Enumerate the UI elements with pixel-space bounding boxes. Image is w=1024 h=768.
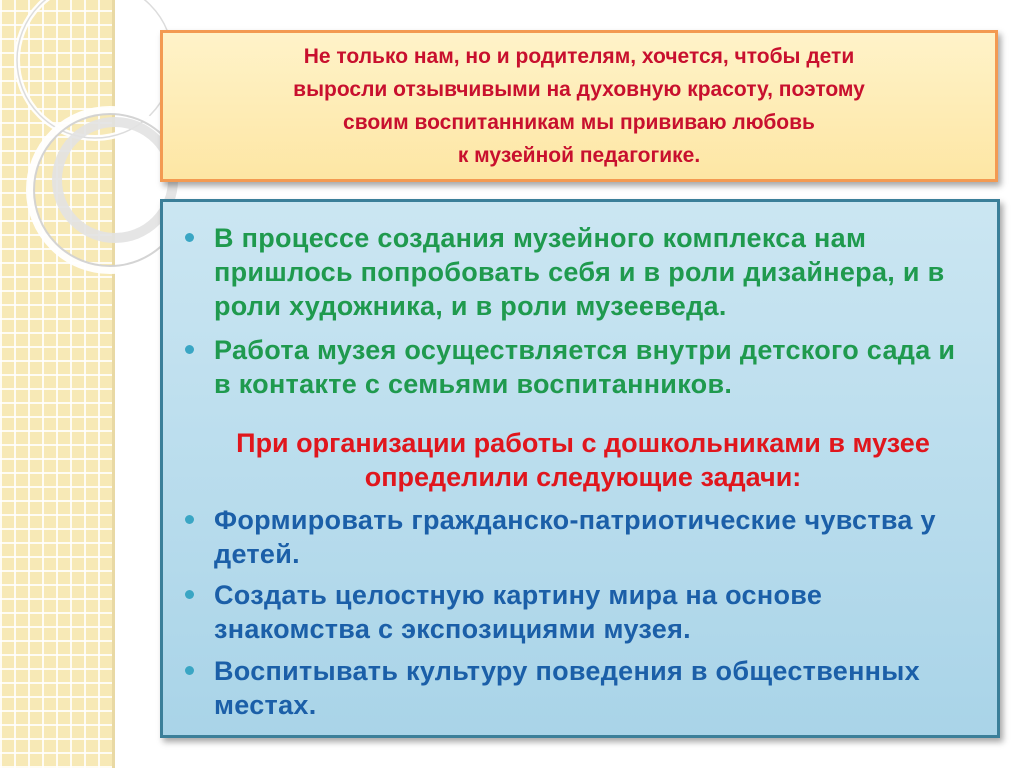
list-item xyxy=(185,333,975,401)
list-item xyxy=(185,503,975,571)
list-item xyxy=(185,221,975,323)
intro-text xyxy=(293,40,865,172)
bullet-dot xyxy=(185,666,194,675)
list-item xyxy=(185,578,975,646)
bullet-dot xyxy=(185,590,194,599)
list-item xyxy=(185,654,975,722)
main-content-box xyxy=(160,199,1000,738)
intro-callout xyxy=(160,30,998,182)
list-item-text: Воспитывать культуру поведения в общественных местах. xyxy=(214,656,920,720)
intro-line: своим воспитанникам мы прививаю любовь xyxy=(343,111,815,134)
intro-line: к музейной педагогике. xyxy=(457,144,701,167)
bullet-dot xyxy=(185,515,194,524)
list-item-text: Создать целостную картину мира на основе знакомства с экспозициями музея. xyxy=(214,580,823,644)
intro-line: Не только нам, но и родителям, хочется, чтобы дети xyxy=(303,45,855,68)
list-item-text: Работа музея осуществляется внутри детского сада и в контакте с семьями воспитанников. xyxy=(214,335,956,399)
list-item-text: Формировать гражданско-патриотические чувства у детей. xyxy=(214,505,936,569)
intro-line: выросли отзывчивыми на духовную красоту, поэтому xyxy=(293,78,865,101)
bullet-dot xyxy=(185,345,194,354)
decorative-rings xyxy=(0,0,180,320)
bullet-dot xyxy=(185,233,194,242)
list-item-text: В процессе создания музейного комплекса нам пришлось попробовать себя и в роли дизайнера, и в роли художника, и в роли музееведа. xyxy=(214,223,945,321)
tasks-heading: При организации работы с дошкольниками в музее определили следующие задачи: xyxy=(236,428,930,492)
